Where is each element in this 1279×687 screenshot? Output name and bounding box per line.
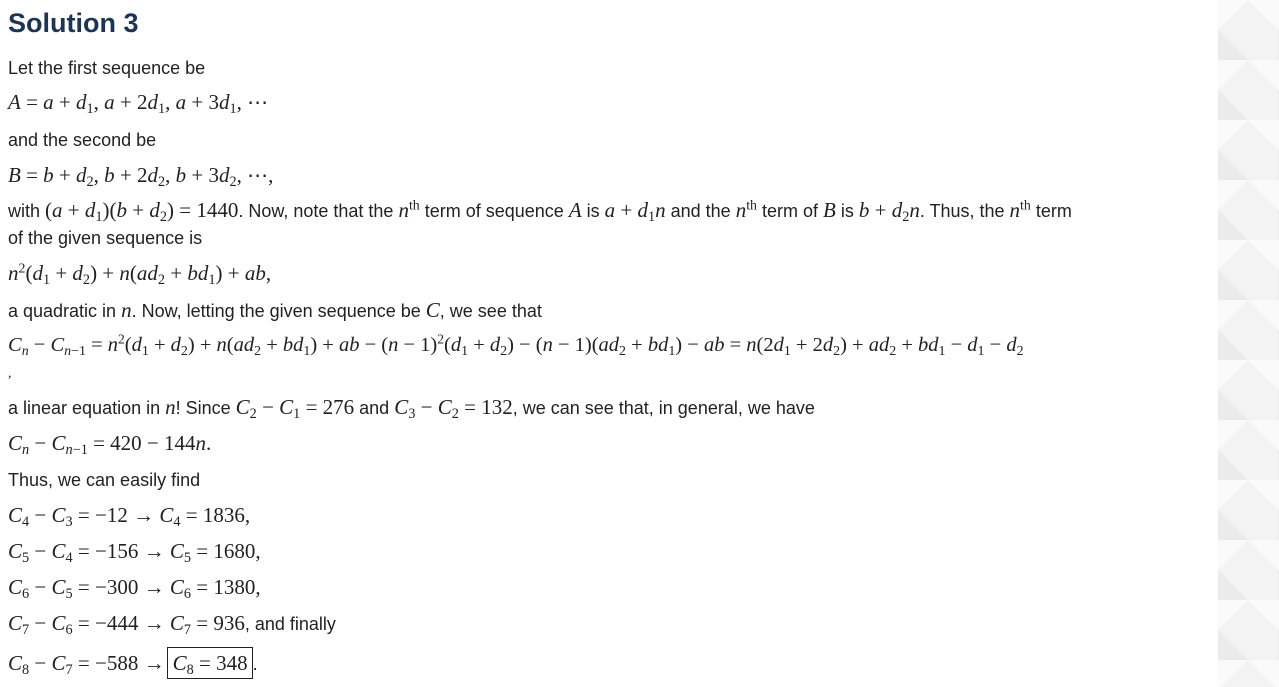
math-sequence-b: $B = b + d_2$, $b + 2d_2$, $b + 3d_2$, ⋯, bbox=[8, 163, 274, 190]
text-linear-equation: a linear equation in n! Since $C_2 - C_1 = 276$ and $C_3 - C_2 = 132$, we can see that, in general, we have bbox=[8, 395, 815, 422]
math-c4: $C_4 - C_3 = -12 \to C_4 = 1836$, bbox=[8, 503, 251, 530]
text-easily-find: Thus, we can easily find bbox=[8, 470, 201, 490]
text-quadratic-in-n: a quadratic in n. Now, letting the given sequence be C, we see that bbox=[8, 298, 542, 322]
math-c5: $C_5 - C_4 = -156 \to C_5 = 1680$, bbox=[8, 539, 261, 566]
math-difference-expansion: $C_n - C_{n-1} = n^2(d_1 + d_2) + n(ad_2 + bd_1)$ + ab − $(n - 1)^2(d_1 + d_2) - (n - 1)(ad_2 + bd_1)$ − ab = $n(2d_1 + 2d_2) + ad_2 + bd_1 - d_1 - d_2$ bbox=[8, 331, 1024, 359]
math-general-difference: $C_n - C_{n-1} = 420 - 144n$. bbox=[8, 431, 212, 458]
side-pattern-panel bbox=[1218, 0, 1279, 687]
math-c8: $C_8 - C_7 = -588 \to C_8 = 348$ . bbox=[8, 647, 258, 679]
text-given-sequence: of the given sequence is bbox=[8, 228, 203, 248]
text-second-sequence: and the second be bbox=[8, 130, 157, 150]
solution-heading: Solution 3 bbox=[8, 8, 139, 38]
math-trailing-comma: , bbox=[8, 366, 12, 381]
math-c7: $C_7 - C_6 = -444 \to C_7 = 936$, and finally bbox=[8, 611, 336, 638]
math-c6: $C_6 - C_5 = -300 \to C_6 = 1380$, bbox=[8, 575, 261, 602]
math-sequence-a: $A = a + d_1$, $a + 2d_1$, $a + 3d_1$, ⋯ bbox=[8, 90, 269, 117]
boxed-answer: $C_8 = 348$ bbox=[167, 647, 253, 679]
math-quadratic: $n^2(d_1 + d_2) + n(ad_2 + bd_1)$ + ab, bbox=[8, 260, 272, 288]
text-first-sequence: Let the first sequence be bbox=[8, 58, 206, 78]
math-product: $(a + d_1)(b + d_2) = 1440$ bbox=[45, 198, 239, 225]
text-nth-term-line: with $(a + d_1)(b + d_2) = 1440$. Now, note that the $n^{th}$ term of sequence A is $a + d_1n$ and the $n^{th}$ term of B is $b + d_2n$. Thus, the $n^{th}$ term bbox=[8, 197, 1072, 225]
